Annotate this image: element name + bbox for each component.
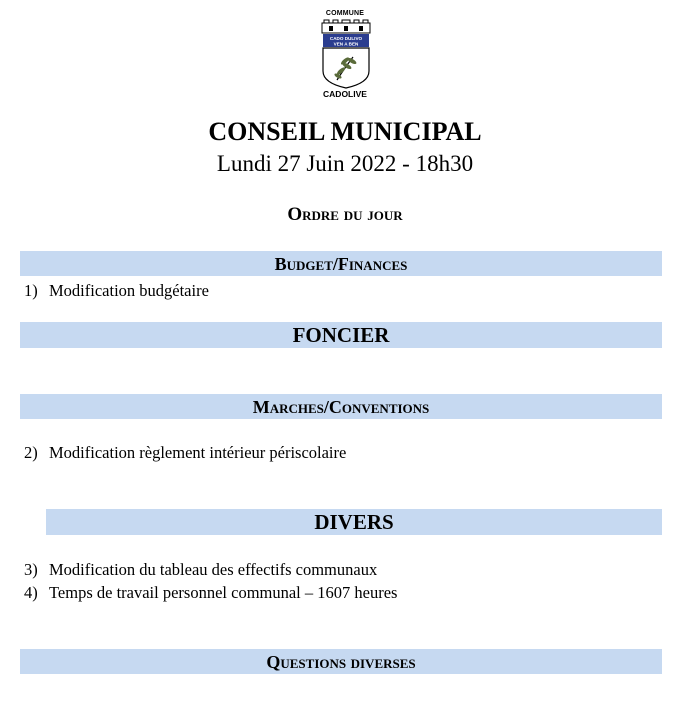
agenda-item-number: 1) [24, 281, 38, 300]
agenda-item-text: Modification règlement intérieur périscolaire [49, 443, 347, 462]
town-crest-icon [320, 19, 372, 89]
agenda-item-text: Modification budgétaire [49, 281, 209, 300]
page-title: CONSEIL MUNICIPAL [208, 117, 482, 146]
agenda-heading: Ordre du jour [287, 204, 403, 225]
agenda-item-number: 2) [24, 443, 38, 462]
agenda-item [24, 583, 397, 603]
agenda-item [24, 281, 209, 301]
crest-motto-line1: CADO DULIVO [329, 36, 363, 41]
agenda-item-text: Modification du tableau des effectifs communaux [49, 560, 378, 579]
crest-motto-line2: VEN A BEN [333, 41, 359, 47]
agenda-item [24, 443, 346, 463]
agenda-item-number: 3) [24, 560, 38, 579]
agenda-item-number: 4) [24, 583, 38, 602]
section-header-divers: DIVERS [46, 509, 662, 535]
section-header-foncier: FONCIER [20, 322, 662, 348]
section-header-questions: Questions diverses [20, 649, 662, 674]
section-header-marches: Marches/Conventions [20, 394, 662, 419]
section-header-budget: Budget/Finances [20, 251, 662, 276]
logo-commune-label: COMMUNE [325, 10, 365, 17]
meeting-date: Lundi 27 Juin 2022 - 18h30 [216, 151, 474, 176]
logo-town-name: CADOLIVE [323, 89, 367, 99]
agenda-item-text: Temps de travail personnel communal – 1607 heures [49, 583, 398, 602]
agenda-item [24, 560, 377, 580]
